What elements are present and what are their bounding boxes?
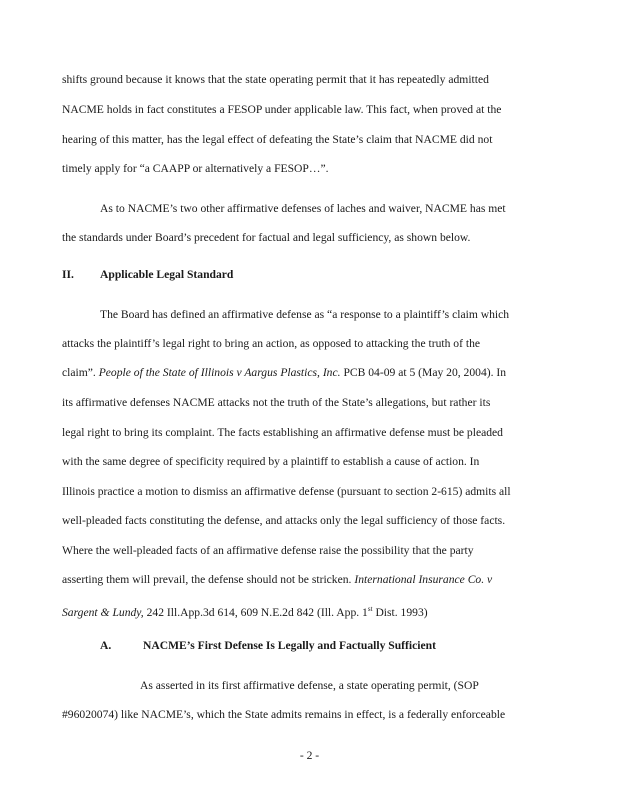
body-text-line: As to NACME’s two other affirmative defenses of laches and waiver, NACME has met [100, 202, 506, 215]
body-text-line: legal right to bring its complaint. The facts establishing an affirmative defense must be pleaded [62, 426, 503, 439]
body-text-line: with the same degree of specificity required by a plaintiff to establish a cause of action. In [62, 455, 480, 468]
section-number: II. [62, 268, 74, 281]
body-text-line: Where the well-pleaded facts of an affirmative defense raise the possibility that the party [62, 544, 474, 557]
subsection-heading: NACME’s First Defense Is Legally and Factually Sufficient [143, 639, 436, 652]
body-text: asserting them will prevail, the defense should not be stricken. [62, 573, 352, 586]
body-text-line: shifts ground because it knows that the state operating permit that it has repeatedly admitted [62, 73, 489, 86]
body-text-line: #96020074) like NACME’s, which the State admits remains in effect, is a federally enforceable [62, 708, 506, 721]
body-text: PCB 04-09 at 5 (May 20, 2004). In [343, 366, 507, 379]
subsection-letter: A. [100, 639, 112, 652]
case-citation: International Insurance Co. v [354, 573, 493, 586]
body-text: 242 Ill.App.3d 614, 609 N.E.2d 842 (Ill. App. 1 [146, 605, 368, 619]
body-text-line [62, 602, 428, 620]
body-text-line: timely apply for “a CAAPP or alternatively a FESOP…”. [62, 162, 329, 175]
body-text-line [62, 573, 492, 587]
body-text-line: its affirmative defenses NACME attacks not the truth of the State’s allegations, but rather its [62, 396, 491, 409]
body-text: Dist. 1993) [375, 605, 428, 619]
body-text-line: well-pleaded facts constituting the defense, and attacks only the legal sufficiency of those facts. [62, 514, 506, 527]
section-heading: Applicable Legal Standard [100, 268, 234, 281]
body-text-line: NACME holds in fact constitutes a FESOP under applicable law. This fact, when proved at the [62, 103, 502, 116]
body-text-line: As asserted in its first affirmative defense, a state operating permit, (SOP [140, 679, 479, 692]
body-text-line: Illinois practice a motion to dismiss an affirmative defense (pursuant to section 2-615) admits all [62, 485, 511, 498]
body-text-line [62, 366, 506, 380]
ordinal-superscript: st [367, 605, 373, 613]
body-text-line: the standards under Board’s precedent for factual and legal sufficiency, as shown below. [62, 231, 471, 244]
page-number: - 2 - [299, 749, 320, 762]
case-citation: Sargent & Lundy, [62, 605, 144, 619]
body-text: claim”. [62, 366, 96, 379]
case-citation: People of the State of Illinois v Aargus Plastics, Inc. [98, 366, 341, 379]
body-text-line: The Board has defined an affirmative defense as “a response to a plaintiff’s claim which [100, 308, 510, 321]
body-text-line: attacks the plaintiff’s legal right to bring an action, as opposed to attacking the truth of the [62, 337, 481, 350]
body-text-line: hearing of this matter, has the legal effect of defeating the State’s claim that NACME did not [62, 133, 493, 146]
